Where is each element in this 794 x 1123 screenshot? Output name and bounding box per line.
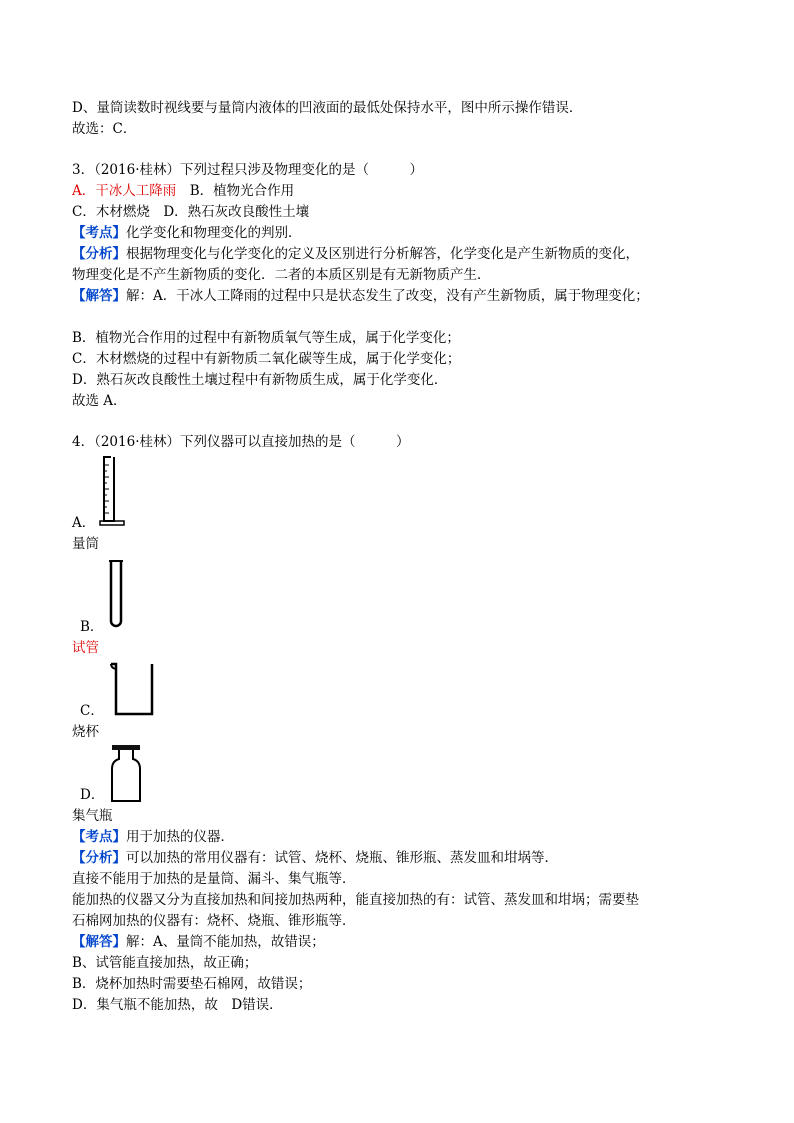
q4-option-a-name: 量筒 bbox=[72, 536, 99, 552]
kaodian-tag: 【考点】 bbox=[72, 225, 126, 241]
q4-jieda-text-4: D．集气瓶不能加热，故 D错误． bbox=[72, 997, 283, 1013]
q3-title: 3．（2016·桂林）下列过程只涉及物理变化的是（ ） bbox=[72, 162, 423, 178]
q4-option-b-letter: B． bbox=[80, 619, 104, 635]
q3-jieda-text-4: D．熟石灰改良酸性土壤过程中有新物质生成，属于化学变化． bbox=[72, 372, 448, 388]
q4-kaodian bbox=[72, 827, 234, 848]
q3-fenxi-text-1: 根据物理变化与化学变化的定义及区别进行分析解答，化学变化是产生新物质的变化， bbox=[126, 246, 639, 262]
q4-option-b-name: 试管 bbox=[72, 640, 99, 656]
q4-option-d-name: 集气瓶 bbox=[72, 808, 113, 824]
q4-kaodian-text: 用于加热的仪器． bbox=[126, 829, 234, 845]
q4-option-d-letter: D． bbox=[80, 787, 105, 803]
q3-kaodian-text: 化学变化和物理变化的判别． bbox=[126, 225, 302, 241]
q3-option-a: A．干冰人工降雨 bbox=[72, 183, 177, 199]
q4-option-a-letter: A． bbox=[72, 515, 96, 531]
q3-jieda-text-3: C．木材燃烧的过程中有新物质二氧化碳等生成，属于化学变化； bbox=[72, 351, 461, 367]
fenxi-tag: 【分析】 bbox=[72, 246, 126, 262]
gas-bottle-image bbox=[106, 743, 146, 805]
q3-fenxi bbox=[72, 244, 639, 265]
beaker-image bbox=[108, 660, 158, 718]
q4-jieda bbox=[72, 932, 325, 953]
q2-option-d-explanation: D、量筒读数时视线要与量筒内液体的凹液面的最低处保持水平，图中所示操作错误． bbox=[72, 100, 583, 116]
q4-fenxi bbox=[72, 848, 558, 869]
q4-jieda-text-2: B、试管能直接加热，故正确； bbox=[72, 955, 258, 971]
q4-fenxi-text-4: 石棉网加热的仪器有：烧杯、烧瓶、锥形瓶等． bbox=[72, 913, 356, 929]
q3-option-b: B．植物光合作用 bbox=[176, 183, 295, 199]
q4-fenxi-text-2: 直接不能用于加热的是量筒、漏斗、集气瓶等． bbox=[72, 871, 356, 887]
graduated-cylinder-image bbox=[98, 455, 128, 527]
q4-option-c-name: 烧杯 bbox=[72, 724, 99, 740]
q3-jieda-text-1: 解：A．干冰人工降雨的过程中只是状态发生了改变，没有产生新物质，属于物理变化； bbox=[126, 288, 649, 304]
q3-options-ab bbox=[72, 181, 294, 202]
q3-jieda-text-2: B．植物光合作用的过程中有新物质氧气等生成，属于化学变化； bbox=[72, 330, 460, 346]
q3-fenxi-text-2: 物理变化是不产生新物质的变化．二者的本质区别是有无新物质产生． bbox=[72, 267, 491, 283]
q3-jieda bbox=[72, 286, 649, 307]
kaodian-tag: 【考点】 bbox=[72, 829, 126, 845]
q3-kaodian bbox=[72, 223, 302, 244]
q4-fenxi-text-1: 可以加热的常用仪器有：试管、烧杯、烧瓶、锥形瓶、蒸发皿和坩埚等． bbox=[126, 850, 558, 866]
q4-fenxi-text-3: 能加热的仪器又分为直接加热和间接加热两种，能直接加热的有：试管、蒸发皿和坩埚；需要垫 bbox=[72, 892, 639, 908]
q3-answer: 故选 A． bbox=[72, 393, 127, 409]
q4-title: 4．（2016·桂林）下列仪器可以直接加热的是（ ） bbox=[72, 434, 410, 450]
test-tube-image bbox=[104, 559, 128, 631]
q4-jieda-text-1: 解：A、量筒不能加热，故错误； bbox=[126, 934, 325, 950]
q4-option-c-letter: C． bbox=[80, 703, 104, 719]
jieda-tag: 【解答】 bbox=[72, 288, 126, 304]
q4-jieda-text-3: B．烧杯加热时需要垫石棉网，故错误； bbox=[72, 976, 312, 992]
q2-answer: 故选：C． bbox=[72, 121, 137, 137]
fenxi-tag: 【分析】 bbox=[72, 850, 126, 866]
jieda-tag: 【解答】 bbox=[72, 934, 126, 950]
q3-options-cd: C．木材燃烧 D．熟石灰改良酸性土壤 bbox=[72, 204, 310, 220]
